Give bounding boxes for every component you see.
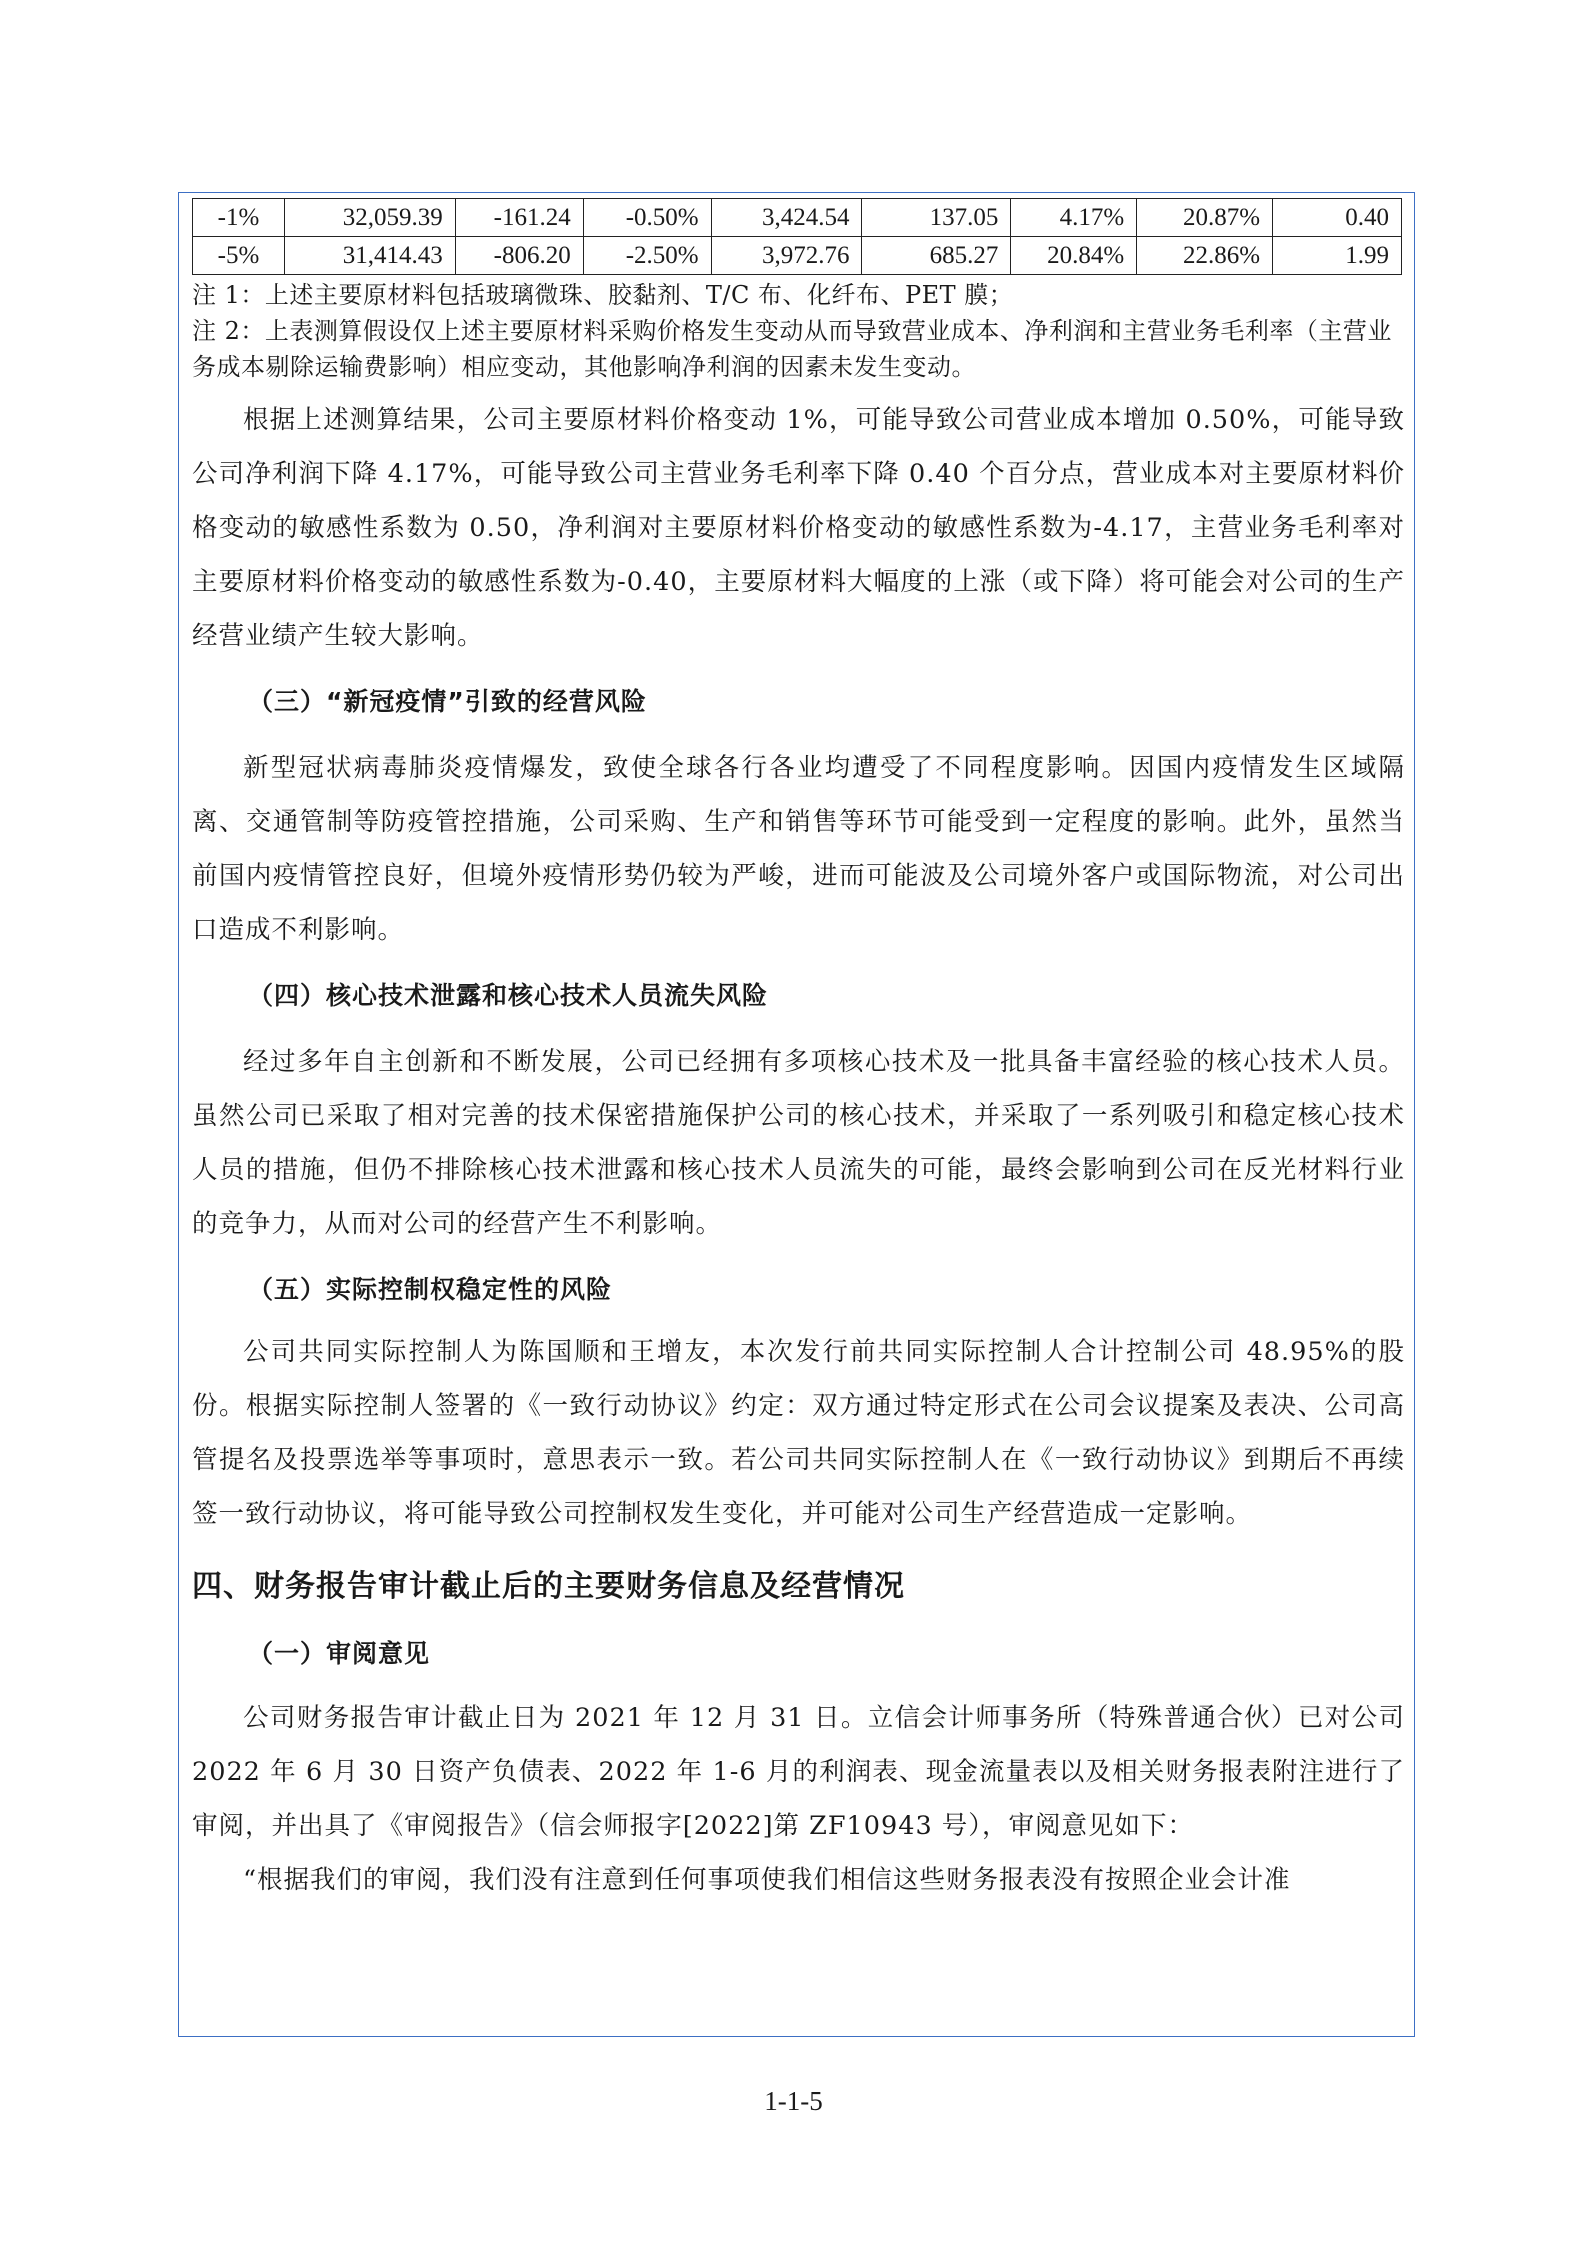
heading-covid-risk: （三）“新冠疫情”引致的经营风险 xyxy=(248,687,647,716)
heading-control-stability-risk: （五）实际控制权稳定性的风险 xyxy=(248,1275,613,1304)
heading-review-opinion: （一）审阅意见 xyxy=(248,1639,431,1668)
table-cell: 20.84% xyxy=(1011,237,1137,275)
table-cell: 32,059.39 xyxy=(284,199,455,237)
table-cell: 3,424.54 xyxy=(711,199,862,237)
table-cell: 137.05 xyxy=(862,199,1011,237)
sensitivity-table xyxy=(192,198,1402,275)
table-cell: 0.40 xyxy=(1273,199,1402,237)
table-cell: 3,972.76 xyxy=(711,237,862,275)
table-cell: 20.87% xyxy=(1137,199,1273,237)
table-row xyxy=(193,237,1402,275)
table-cell: -0.50% xyxy=(583,199,711,237)
table-cell: 31,414.43 xyxy=(284,237,455,275)
table-cell: -5% xyxy=(193,237,285,275)
table-row xyxy=(193,199,1402,237)
paragraph-sensitivity-conclusion: 根据上述测算结果，公司主要原材料价格变动 1%，可能导致公司营业成本增加 0.50%，可能导致公司净利润下降 4.17%，可能导致公司主营业务毛利率下降 0.40 个百分点，营业成本对主要原材料价格变动的敏感性系数为 0.50，净利润对主要原材料价格变动的敏感性系数为-4.17，主营业务毛利率对主要原材料价格变动的敏感性系数为-0.40，主要原材料大幅度的上涨（或下降）将可能会对公司的生产经营业绩产生较大影响。 xyxy=(192,405,1405,651)
table-note-1: 注 1：上述主要原材料包括玻璃微珠、胶黏剂、T/C 布、化纤布、PET 膜； xyxy=(192,281,1014,309)
table-cell: -806.20 xyxy=(455,237,583,275)
table-note-2: 注 2：上表测算假设仅上述主要原材料采购价格发生变动从而导致营业成本、净利润和主营业务毛利率（主营业务成本剔除运输费影响）相应变动，其他影响净利润的因素未发生变动。 xyxy=(192,317,1392,381)
table-cell: -1% xyxy=(193,199,285,237)
heading-tech-leak-risk: （四）核心技术泄露和核心技术人员流失风险 xyxy=(248,981,769,1010)
paragraph-covid-risk: 新型冠状病毒肺炎疫情爆发，致使全球各行各业均遭受了不同程度影响。因国内疫情发生区域隔离、交通管制等防疫管控措施，公司采购、生产和销售等环节可能受到一定程度的影响。此外，虽然当前国内疫情管控良好，但境外疫情形势仍较为严峻，进而可能波及公司境外客户或国际物流，对公司出口造成不利影响。 xyxy=(192,753,1405,945)
page-content xyxy=(192,198,1405,1907)
table-cell: -2.50% xyxy=(583,237,711,275)
paragraph-control-stability-risk: 公司共同实际控制人为陈国顺和王增友，本次发行前共同实际控制人合计控制公司 48.95%的股份。根据实际控制人签署的《一致行动协议》约定：双方通过特定形式在公司会议提案及表决、公司高管提名及投票选举等事项时，意思表示一致。若公司共同实际控制人在《一致行动协议》到期后不再续签一致行动协议，将可能导致公司控制权发生变化，并可能对公司生产经营造成一定影响。 xyxy=(192,1337,1405,1529)
paragraph-review-opinion: 公司财务报告审计截止日为 2021 年 12 月 31 日。立信会计师事务所（特殊普通合伙）已对公司 2022 年 6 月 30 日资产负债表、2022 年 1-6 月的利润表、现金流量表以及相关财务报表附注进行了审阅，并出具了《审阅报告》（信会师报字[2022]第 ZF10943 号），审阅意见如下： xyxy=(192,1703,1405,1841)
paragraph-review-quote: “根据我们的审阅，我们没有注意到任何事项使我们相信这些财务报表没有按照企业会计准 xyxy=(243,1865,1291,1895)
table-cell: 22.86% xyxy=(1137,237,1273,275)
table-cell: 4.17% xyxy=(1011,199,1137,237)
table-cell: 1.99 xyxy=(1273,237,1402,275)
paragraph-tech-leak-risk: 经过多年自主创新和不断发展，公司已经拥有多项核心技术及一批具备丰富经验的核心技术人员。虽然公司已采取了相对完善的技术保密措施保护公司的核心技术，并采取了一系列吸引和稳定核心技术人员的措施，但仍不排除核心技术泄露和核心技术人员流失的可能，最终会影响到公司在反光材料行业的竞争力，从而对公司的经营产生不利影响。 xyxy=(192,1047,1405,1239)
table-cell: -161.24 xyxy=(455,199,583,237)
table-cell: 685.27 xyxy=(862,237,1011,275)
section-heading-financial-info: 四、财务报告审计截止后的主要财务信息及经营情况 xyxy=(192,1569,905,1604)
page-number: 1-1-5 xyxy=(764,2086,823,2116)
